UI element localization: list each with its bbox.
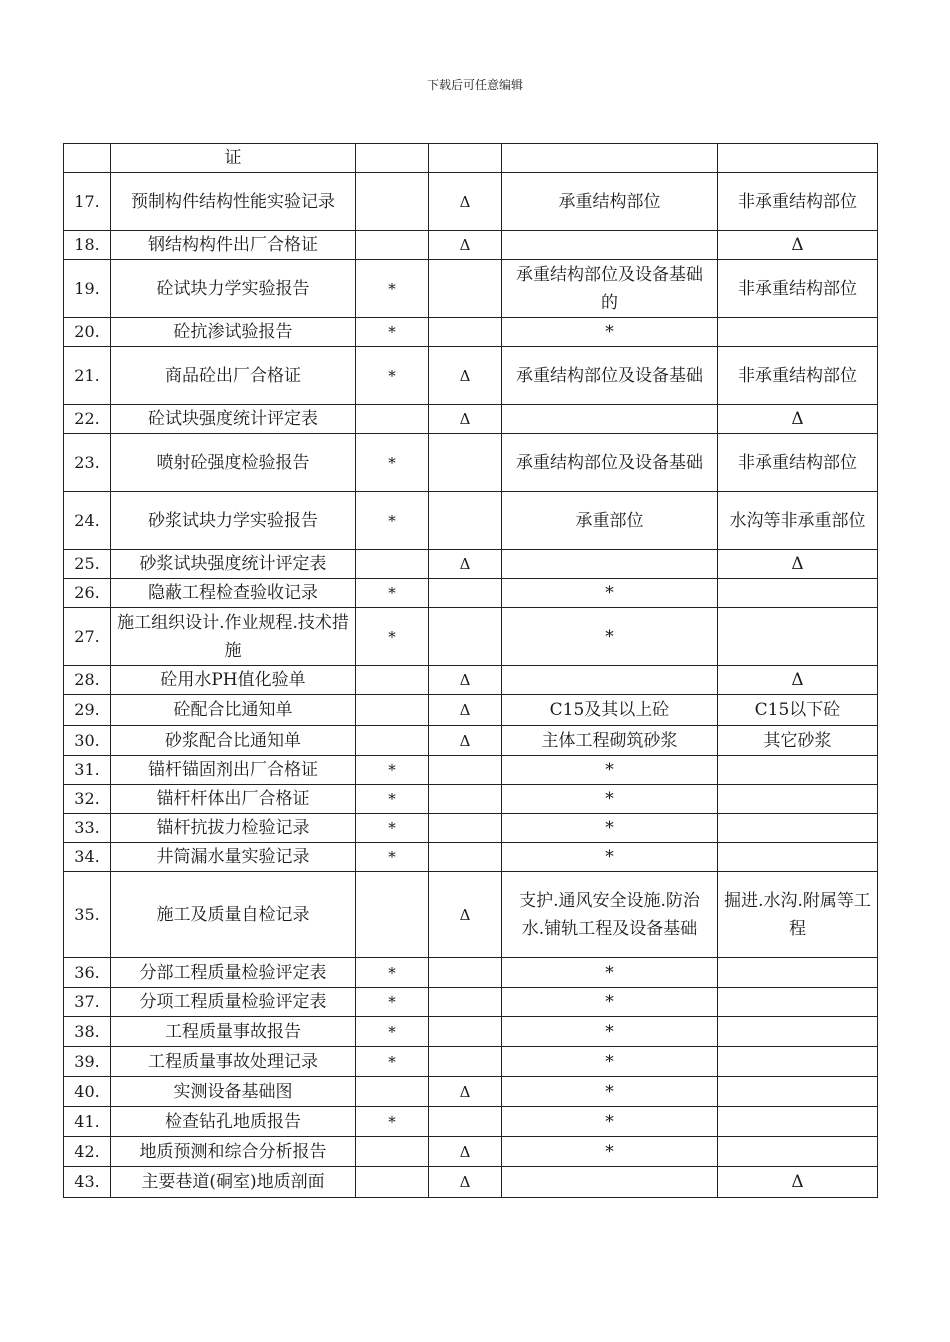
col-star: * [356, 492, 429, 550]
scope-secondary: C15以下砼 [718, 695, 878, 726]
scope-primary: * [502, 1107, 718, 1137]
col-delta: Δ [429, 726, 502, 756]
scope-primary: 承重结构部位及设备基础的 [502, 260, 718, 318]
scope-primary: 主体工程砌筑砂浆 [502, 726, 718, 756]
item-name: 砼用水PH值化验单 [111, 666, 356, 695]
col-delta [429, 492, 502, 550]
col-delta: Δ [429, 1137, 502, 1167]
scope-primary: * [502, 988, 718, 1017]
scope-secondary: 非承重结构部位 [718, 347, 878, 405]
col-star: * [356, 608, 429, 666]
col-delta: Δ [429, 405, 502, 434]
col-delta [429, 814, 502, 843]
item-name: 砼试块强度统计评定表 [111, 405, 356, 434]
col-star: * [356, 347, 429, 405]
table-row [64, 347, 878, 405]
scope-primary: * [502, 843, 718, 872]
col-delta: Δ [429, 173, 502, 231]
col-star [356, 144, 429, 173]
row-number: 28. [64, 666, 111, 695]
row-number: 33. [64, 814, 111, 843]
col-delta [429, 144, 502, 173]
table-row [64, 492, 878, 550]
scope-secondary: Δ [718, 666, 878, 695]
scope-secondary [718, 843, 878, 872]
col-delta [429, 318, 502, 347]
col-delta [429, 260, 502, 318]
col-delta: Δ [429, 347, 502, 405]
table-row [64, 1047, 878, 1077]
row-number: 40. [64, 1077, 111, 1107]
row-number: 17. [64, 173, 111, 231]
scope-secondary: Δ [718, 1167, 878, 1198]
scope-primary [502, 550, 718, 579]
row-number: 35. [64, 872, 111, 958]
item-name: 砼抗渗试验报告 [111, 318, 356, 347]
item-name: 工程质量事故处理记录 [111, 1047, 356, 1077]
scope-primary: * [502, 1017, 718, 1047]
item-name: 井筒漏水量实验记录 [111, 843, 356, 872]
col-delta [429, 785, 502, 814]
document-table [63, 143, 878, 1198]
item-name: 砂浆试块强度统计评定表 [111, 550, 356, 579]
col-star [356, 405, 429, 434]
row-number: 18. [64, 231, 111, 260]
table-row [64, 173, 878, 231]
scope-primary: 承重结构部位及设备基础 [502, 347, 718, 405]
scope-primary: * [502, 1047, 718, 1077]
scope-primary: * [502, 958, 718, 988]
table-row [64, 1077, 878, 1107]
table-row [64, 988, 878, 1017]
col-delta [429, 434, 502, 492]
table-row [64, 872, 878, 958]
scope-secondary [718, 785, 878, 814]
table-row [64, 1017, 878, 1047]
scope-secondary: Δ [718, 405, 878, 434]
scope-primary [502, 666, 718, 695]
col-star: * [356, 1107, 429, 1137]
scope-secondary [718, 1107, 878, 1137]
row-number: 32. [64, 785, 111, 814]
row-number: 30. [64, 726, 111, 756]
col-delta: Δ [429, 666, 502, 695]
col-delta: Δ [429, 1167, 502, 1198]
table-row [64, 814, 878, 843]
scope-primary: 支护.通风安全设施.防治水.铺轨工程及设备基础 [502, 872, 718, 958]
scope-secondary [718, 1077, 878, 1107]
item-name: 砼试块力学实验报告 [111, 260, 356, 318]
scope-primary: C15及其以上砼 [502, 695, 718, 726]
item-name: 检查钻孔地质报告 [111, 1107, 356, 1137]
col-delta [429, 958, 502, 988]
table-row [64, 1167, 878, 1198]
scope-primary [502, 231, 718, 260]
scope-secondary [718, 1047, 878, 1077]
scope-secondary: 水沟等非承重部位 [718, 492, 878, 550]
row-number [64, 144, 111, 173]
col-star [356, 1077, 429, 1107]
col-star: * [356, 785, 429, 814]
scope-primary: * [502, 318, 718, 347]
scope-primary: * [502, 1137, 718, 1167]
col-delta: Δ [429, 1077, 502, 1107]
row-number: 39. [64, 1047, 111, 1077]
col-star: * [356, 1047, 429, 1077]
col-star: * [356, 988, 429, 1017]
item-name: 施工及质量自检记录 [111, 872, 356, 958]
scope-primary: 承重部位 [502, 492, 718, 550]
scope-secondary: Δ [718, 550, 878, 579]
item-name: 证 [111, 144, 356, 173]
table-row [64, 405, 878, 434]
table-row [64, 579, 878, 608]
col-delta: Δ [429, 872, 502, 958]
row-number: 20. [64, 318, 111, 347]
scope-primary: * [502, 814, 718, 843]
scope-secondary: 掘进.水沟.附属等工程 [718, 872, 878, 958]
table-row [64, 843, 878, 872]
row-number: 41. [64, 1107, 111, 1137]
item-name: 工程质量事故报告 [111, 1017, 356, 1047]
col-star [356, 550, 429, 579]
item-name: 预制构件结构性能实验记录 [111, 173, 356, 231]
table-row [64, 231, 878, 260]
page-header: 下载后可任意编辑 [426, 78, 523, 92]
item-name: 锚杆锚固剂出厂合格证 [111, 756, 356, 785]
item-name: 隐蔽工程检查验收记录 [111, 579, 356, 608]
col-delta: Δ [429, 231, 502, 260]
col-delta [429, 1107, 502, 1137]
scope-secondary [718, 1137, 878, 1167]
scope-primary: * [502, 608, 718, 666]
row-number: 26. [64, 579, 111, 608]
col-star [356, 1167, 429, 1198]
col-star [356, 872, 429, 958]
scope-secondary: Δ [718, 231, 878, 260]
item-name: 实测设备基础图 [111, 1077, 356, 1107]
item-name: 主要巷道(硐室)地质剖面 [111, 1167, 356, 1198]
scope-secondary [718, 318, 878, 347]
col-delta [429, 579, 502, 608]
scope-secondary [718, 1017, 878, 1047]
item-name: 锚杆杆体出厂合格证 [111, 785, 356, 814]
scope-primary: * [502, 756, 718, 785]
row-number: 22. [64, 405, 111, 434]
table-body [64, 144, 878, 1198]
item-name: 喷射砼强度检验报告 [111, 434, 356, 492]
row-number: 29. [64, 695, 111, 726]
row-number: 34. [64, 843, 111, 872]
scope-primary [502, 1167, 718, 1198]
row-number: 23. [64, 434, 111, 492]
item-name: 锚杆抗拔力检验记录 [111, 814, 356, 843]
table-row [64, 260, 878, 318]
col-star: * [356, 958, 429, 988]
item-name: 砼配合比通知单 [111, 695, 356, 726]
scope-primary: * [502, 579, 718, 608]
col-star [356, 173, 429, 231]
col-delta [429, 988, 502, 1017]
scope-primary [502, 405, 718, 434]
col-delta: Δ [429, 550, 502, 579]
scope-primary: 承重结构部位 [502, 173, 718, 231]
scope-secondary [718, 756, 878, 785]
item-name: 分部工程质量检验评定表 [111, 958, 356, 988]
scope-secondary: 非承重结构部位 [718, 260, 878, 318]
col-star: * [356, 814, 429, 843]
item-name: 砂浆配合比通知单 [111, 726, 356, 756]
col-star [356, 231, 429, 260]
col-star [356, 666, 429, 695]
scope-secondary [718, 144, 878, 173]
item-name: 商品砼出厂合格证 [111, 347, 356, 405]
scope-primary: * [502, 785, 718, 814]
table-row [64, 1137, 878, 1167]
col-delta [429, 843, 502, 872]
scope-primary: * [502, 1077, 718, 1107]
row-number: 43. [64, 1167, 111, 1198]
row-number: 42. [64, 1137, 111, 1167]
scope-secondary [718, 579, 878, 608]
table-row [64, 144, 878, 173]
table-row [64, 785, 878, 814]
scope-secondary: 其它砂浆 [718, 726, 878, 756]
table-row [64, 756, 878, 785]
table-row [64, 666, 878, 695]
col-star: * [356, 756, 429, 785]
col-star: * [356, 260, 429, 318]
row-number: 24. [64, 492, 111, 550]
row-number: 25. [64, 550, 111, 579]
item-name: 施工组织设计.作业规程.技术措施 [111, 608, 356, 666]
col-star [356, 695, 429, 726]
scope-secondary: 非承重结构部位 [718, 173, 878, 231]
col-star: * [356, 1017, 429, 1047]
row-number: 37. [64, 988, 111, 1017]
item-name: 地质预测和综合分析报告 [111, 1137, 356, 1167]
row-number: 31. [64, 756, 111, 785]
col-delta [429, 608, 502, 666]
table-row [64, 550, 878, 579]
row-number: 27. [64, 608, 111, 666]
scope-primary: 承重结构部位及设备基础 [502, 434, 718, 492]
row-number: 21. [64, 347, 111, 405]
table-row [64, 726, 878, 756]
col-delta: Δ [429, 695, 502, 726]
row-number: 38. [64, 1017, 111, 1047]
col-delta [429, 756, 502, 785]
scope-secondary [718, 814, 878, 843]
row-number: 36. [64, 958, 111, 988]
row-number: 19. [64, 260, 111, 318]
item-name: 分项工程质量检验评定表 [111, 988, 356, 1017]
scope-secondary [718, 608, 878, 666]
col-star: * [356, 318, 429, 347]
col-star [356, 1137, 429, 1167]
scope-secondary [718, 958, 878, 988]
col-delta [429, 1017, 502, 1047]
table-row [64, 958, 878, 988]
table-row [64, 695, 878, 726]
table-row [64, 434, 878, 492]
item-name: 钢结构构件出厂合格证 [111, 231, 356, 260]
col-star: * [356, 579, 429, 608]
table-row [64, 608, 878, 666]
col-star: * [356, 843, 429, 872]
scope-secondary [718, 988, 878, 1017]
scope-secondary: 非承重结构部位 [718, 434, 878, 492]
table-row [64, 1107, 878, 1137]
col-delta [429, 1047, 502, 1077]
scope-primary [502, 144, 718, 173]
col-star [356, 726, 429, 756]
item-name: 砂浆试块力学实验报告 [111, 492, 356, 550]
table-row [64, 318, 878, 347]
col-star: * [356, 434, 429, 492]
